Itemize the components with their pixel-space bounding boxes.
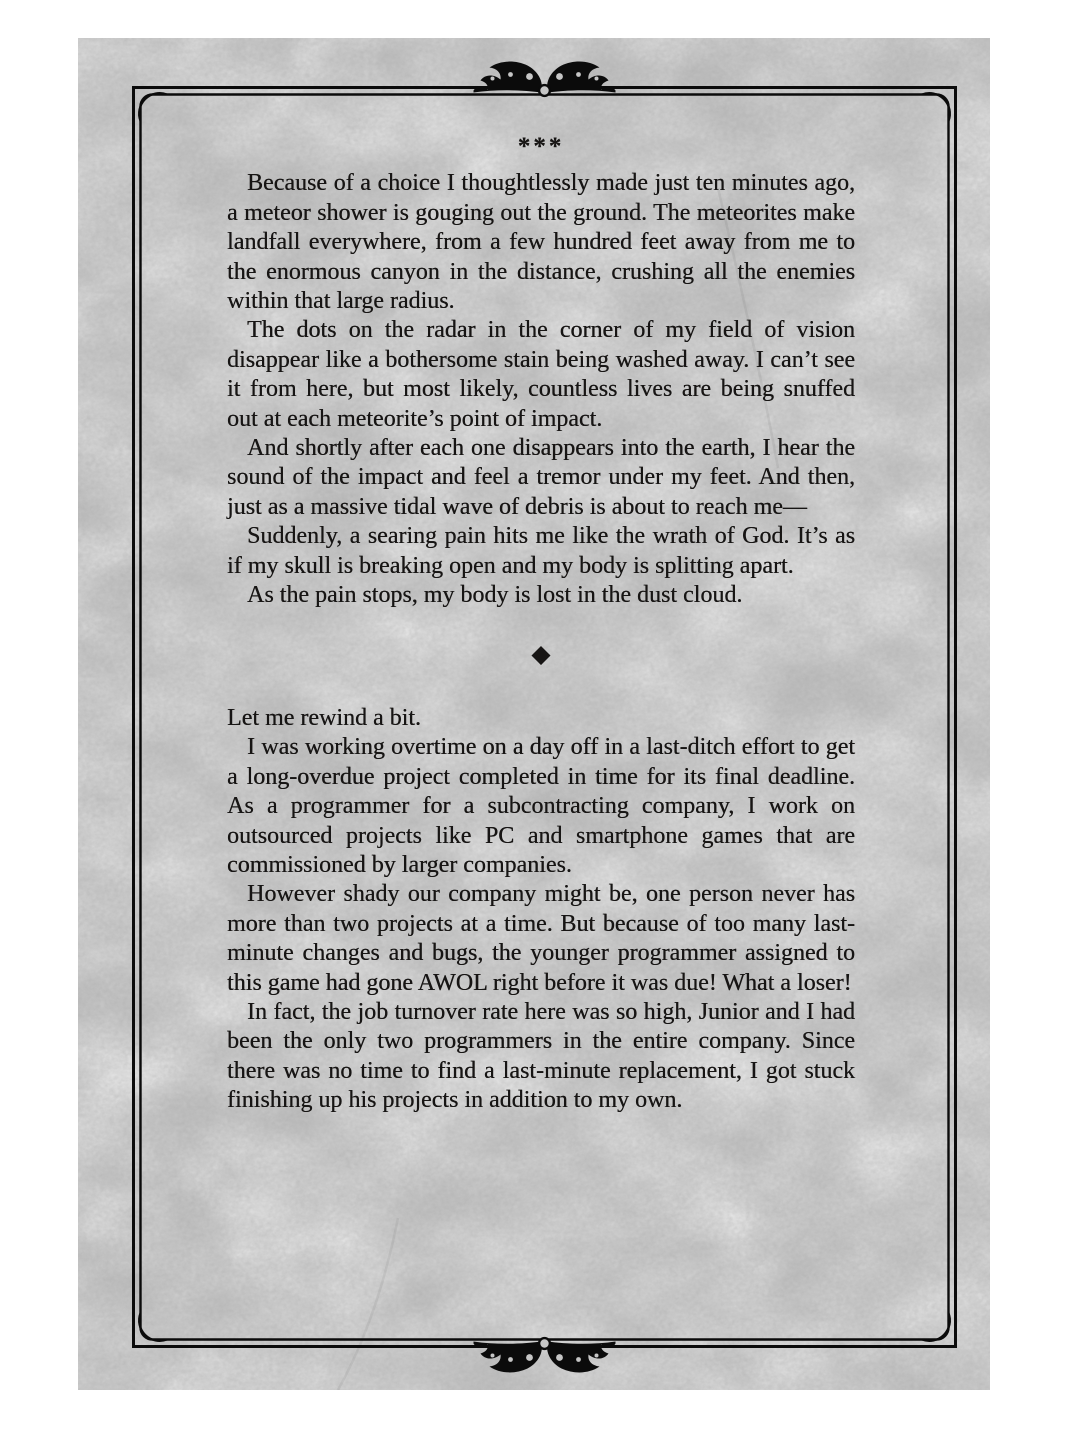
paragraph: The dots on the radar in the corner of my field of vision disappear like a bothersome stain being washed away. I can’t see it from here, but most likely, countless lives are being snuffed out at each meteorite’s point of impact. (227, 317, 855, 432)
page-text (227, 132, 855, 1116)
paragraph: However shady our company might be, one person never has more than two projects at a time. But because of too many last-minute changes and bugs, the younger programmer assigned to this game had gone AWOL right before it was due! What a loser! (227, 881, 855, 996)
paragraph: As the pain stops, my body is lost in the dust cloud. (247, 582, 743, 609)
paragraph: Let me rewind a bit. (227, 704, 421, 731)
paragraph: And shortly after each one disappears into the earth, I hear the sound of the impact and feel a tremor under my feet. And then, just as a massive tidal wave of debris is about to reach me— (227, 435, 855, 520)
paragraph: Because of a choice I thoughtlessly made just ten minutes ago, a meteor shower is gouging out the ground. The meteorites make landfall everywhere, from a few hundred feet away from me to the enormous canyon in the distance, crushing all the enemies within that large radius. (227, 170, 855, 315)
paragraph: In fact, the job turnover rate here was so high, Junior and I had been the only two programmers in the entire company. Since there was no time to find a last-minute replacement, I got stuck finishing up his projects in addition to my own. (227, 998, 855, 1114)
scene-divider-icon: ◆ (531, 638, 551, 668)
section-break-marker: *** (517, 133, 565, 160)
paragraph: I was working overtime on a day off in a last-ditch effort to get a long-overdue project completed in time for its final deadline. As a programmer for a subcontracting company, I work on outsourced projects like PC and smartphone games that are commissioned by larger companies. (227, 734, 855, 878)
paragraph: Suddenly, a searing pain hits me like the wrath of God. It’s as if my skull is breaking open and my body is splitting apart. (227, 523, 855, 579)
